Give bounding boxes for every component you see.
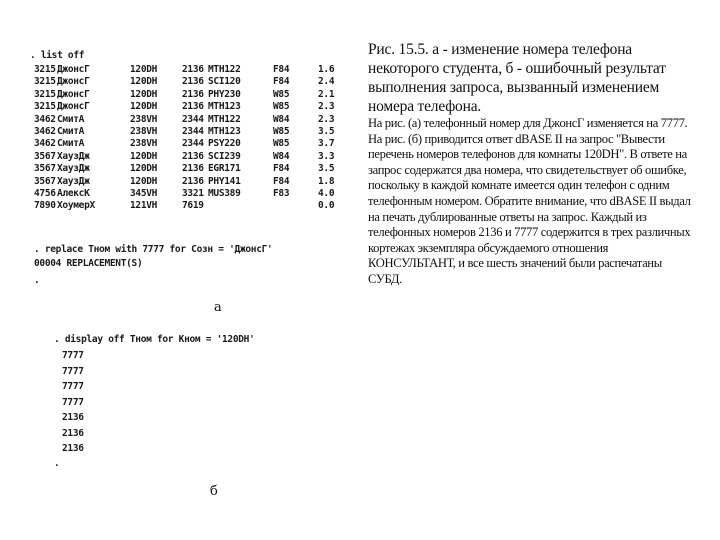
figure-label-a: a — [214, 300, 222, 315]
table-cell: 3462 — [34, 113, 56, 125]
table-cell: SCI120 — [208, 76, 241, 88]
table-cell: F84 — [273, 175, 290, 187]
figure-label-b: б — [210, 484, 218, 499]
table-cell: MTH122 — [208, 64, 241, 75]
table-cell: 238VH — [130, 138, 158, 150]
table-cell: 7619 — [182, 200, 204, 212]
table-cell: W84 — [273, 150, 290, 162]
table-cell: 120DH — [130, 64, 158, 75]
description-column — [368, 40, 698, 288]
table-cell: 1.8 — [318, 175, 335, 187]
table-cell: 2136 — [182, 101, 204, 113]
table-cell: 3567 — [34, 175, 56, 187]
table-cell: 120DH — [130, 101, 158, 113]
result-line: 7777 — [62, 365, 84, 377]
table-cell: ХаузДж — [57, 175, 90, 187]
table-cell: 3567 — [34, 163, 56, 175]
display-command: . display off Tном for Kном = '120DH' — [54, 334, 255, 345]
figure-caption: Рис. 15.5. а - изменение номера телефона некоторого студента, б - ошибочный результат выполнения запроса, вызванный изменением номера телефона. — [368, 41, 666, 115]
table-cell: 2344 — [182, 113, 204, 125]
table-cell: SCI239 — [208, 150, 241, 162]
table-cell: ДжонсГ — [57, 101, 90, 113]
table-cell: PHY230 — [208, 88, 241, 100]
table-cell: W85 — [273, 88, 290, 100]
table-cell: 3215 — [34, 101, 56, 113]
prompt-dot: . — [54, 458, 60, 469]
table-cell: 3.3 — [318, 150, 335, 162]
table-cell: 4756 — [34, 187, 56, 199]
table-cell: 2344 — [182, 125, 204, 137]
table-cell: 120DH — [130, 163, 158, 175]
table-cell: ДжонсГ — [57, 76, 90, 88]
table-cell: 1.6 — [318, 64, 335, 75]
result-line: 2136 — [62, 427, 84, 439]
table-cell: W85 — [273, 125, 290, 137]
table-cell: 2.1 — [318, 88, 335, 100]
table-cell: 2.3 — [318, 113, 335, 125]
table-cell: СмитА — [57, 138, 85, 150]
table-cell: 3.5 — [318, 125, 335, 137]
table-cell: 3215 — [34, 64, 56, 75]
table-cell: MTH123 — [208, 101, 241, 113]
table-cell: ДжонсГ — [57, 64, 90, 75]
table-cell: 2136 — [182, 76, 204, 88]
replace-result: 00004 REPLACEMENT(S) — [34, 258, 143, 269]
table-cell: 120DH — [130, 76, 158, 88]
table-cell: F84 — [273, 64, 290, 75]
table-cell: ХаузДж — [57, 163, 90, 175]
table-cell: W84 — [273, 113, 290, 125]
table-cell: ХаузДж — [57, 150, 90, 162]
table-cell: F84 — [273, 76, 290, 88]
table-cell: 238VH — [130, 125, 158, 137]
table-cell: MUS389 — [208, 187, 241, 199]
table-cell: PHY141 — [208, 175, 241, 187]
table-cell: MTH123 — [208, 125, 241, 137]
result-line: 2136 — [62, 412, 84, 423]
table-cell: 3.7 — [318, 138, 335, 150]
table-cell: 2136 — [182, 88, 204, 100]
table-cell: W85 — [273, 101, 290, 113]
table-cell: 120DH — [130, 150, 158, 162]
table-cell: СмитА — [57, 113, 85, 125]
table-cell: 3321 — [182, 187, 204, 199]
table-cell: EGR171 — [208, 163, 241, 175]
table-cell: 238VH — [130, 113, 158, 125]
table-cell: 7890 — [34, 200, 56, 212]
result-line: 7777 — [62, 350, 84, 361]
display-results — [62, 350, 84, 459]
table-cell: 2136 — [182, 175, 204, 187]
list-command: . list off — [30, 50, 85, 61]
table-cell: 2136 — [182, 163, 204, 175]
table-cell: СмитА — [57, 125, 85, 137]
table-cell: 0.0 — [318, 200, 335, 212]
table-cell: 3462 — [34, 138, 56, 150]
table-cell: 3462 — [34, 125, 56, 137]
table-cell: 2344 — [182, 138, 204, 150]
table-cell: ДжонсГ — [57, 88, 90, 100]
table-cell: F83 — [273, 187, 290, 199]
table-cell: 4.0 — [318, 187, 335, 199]
table-cell: 120DH — [130, 175, 158, 187]
result-line: 2136 — [62, 443, 84, 454]
table-cell: ХоумерХ — [57, 200, 95, 212]
replace-command: . replace Tном with 7777 for Созн = 'ДжонсГ' — [34, 244, 273, 255]
table-cell: АлекcК — [57, 187, 90, 199]
table-cell: F84 — [273, 163, 290, 175]
table-cell: MTH122 — [208, 113, 241, 125]
table-cell: 3215 — [34, 76, 56, 88]
table-cell: PSY220 — [208, 138, 241, 150]
table-cell: 3567 — [34, 150, 56, 162]
table-cell: 3.5 — [318, 163, 335, 175]
table-cell: 2.3 — [318, 101, 335, 113]
result-line: 7777 — [62, 381, 84, 392]
table-cell: W85 — [273, 138, 290, 150]
table-cell: 2136 — [182, 64, 204, 75]
table-cell: 3215 — [34, 88, 56, 100]
table-cell: 2.4 — [318, 76, 335, 88]
prompt-dot: . — [34, 275, 40, 286]
table-cell: 120DH — [130, 88, 158, 100]
table-cell: 121VH — [130, 200, 158, 212]
table-cell: 2136 — [182, 150, 204, 162]
body-paragraph: На рис. (а) телефонный номер для ДжонсГ изменяется на 7777. На рис. (б) приводится ответ dBASE II на запрос "Вывести перечень номеров телефонов для комнаты 120DH". В ответе на запрос содержатся два номера, что свидетельствует об ошибке, поскольку в каждой комнате имеется один телефон с одним телефонным номером. Обратите внимание, что dBASE II выдал на печать дублированные ответы на запрос. Каждый из телефонных номеров 2136 и 7777 содержится в трех различных кортежах экземпляра обсуждаемого отношения КОНСУЛЬТАНТ, и все шесть значений были распечатаны СУБД. — [368, 116, 691, 286]
result-line: 7777 — [62, 396, 84, 408]
table-cell: 345VH — [130, 187, 158, 199]
